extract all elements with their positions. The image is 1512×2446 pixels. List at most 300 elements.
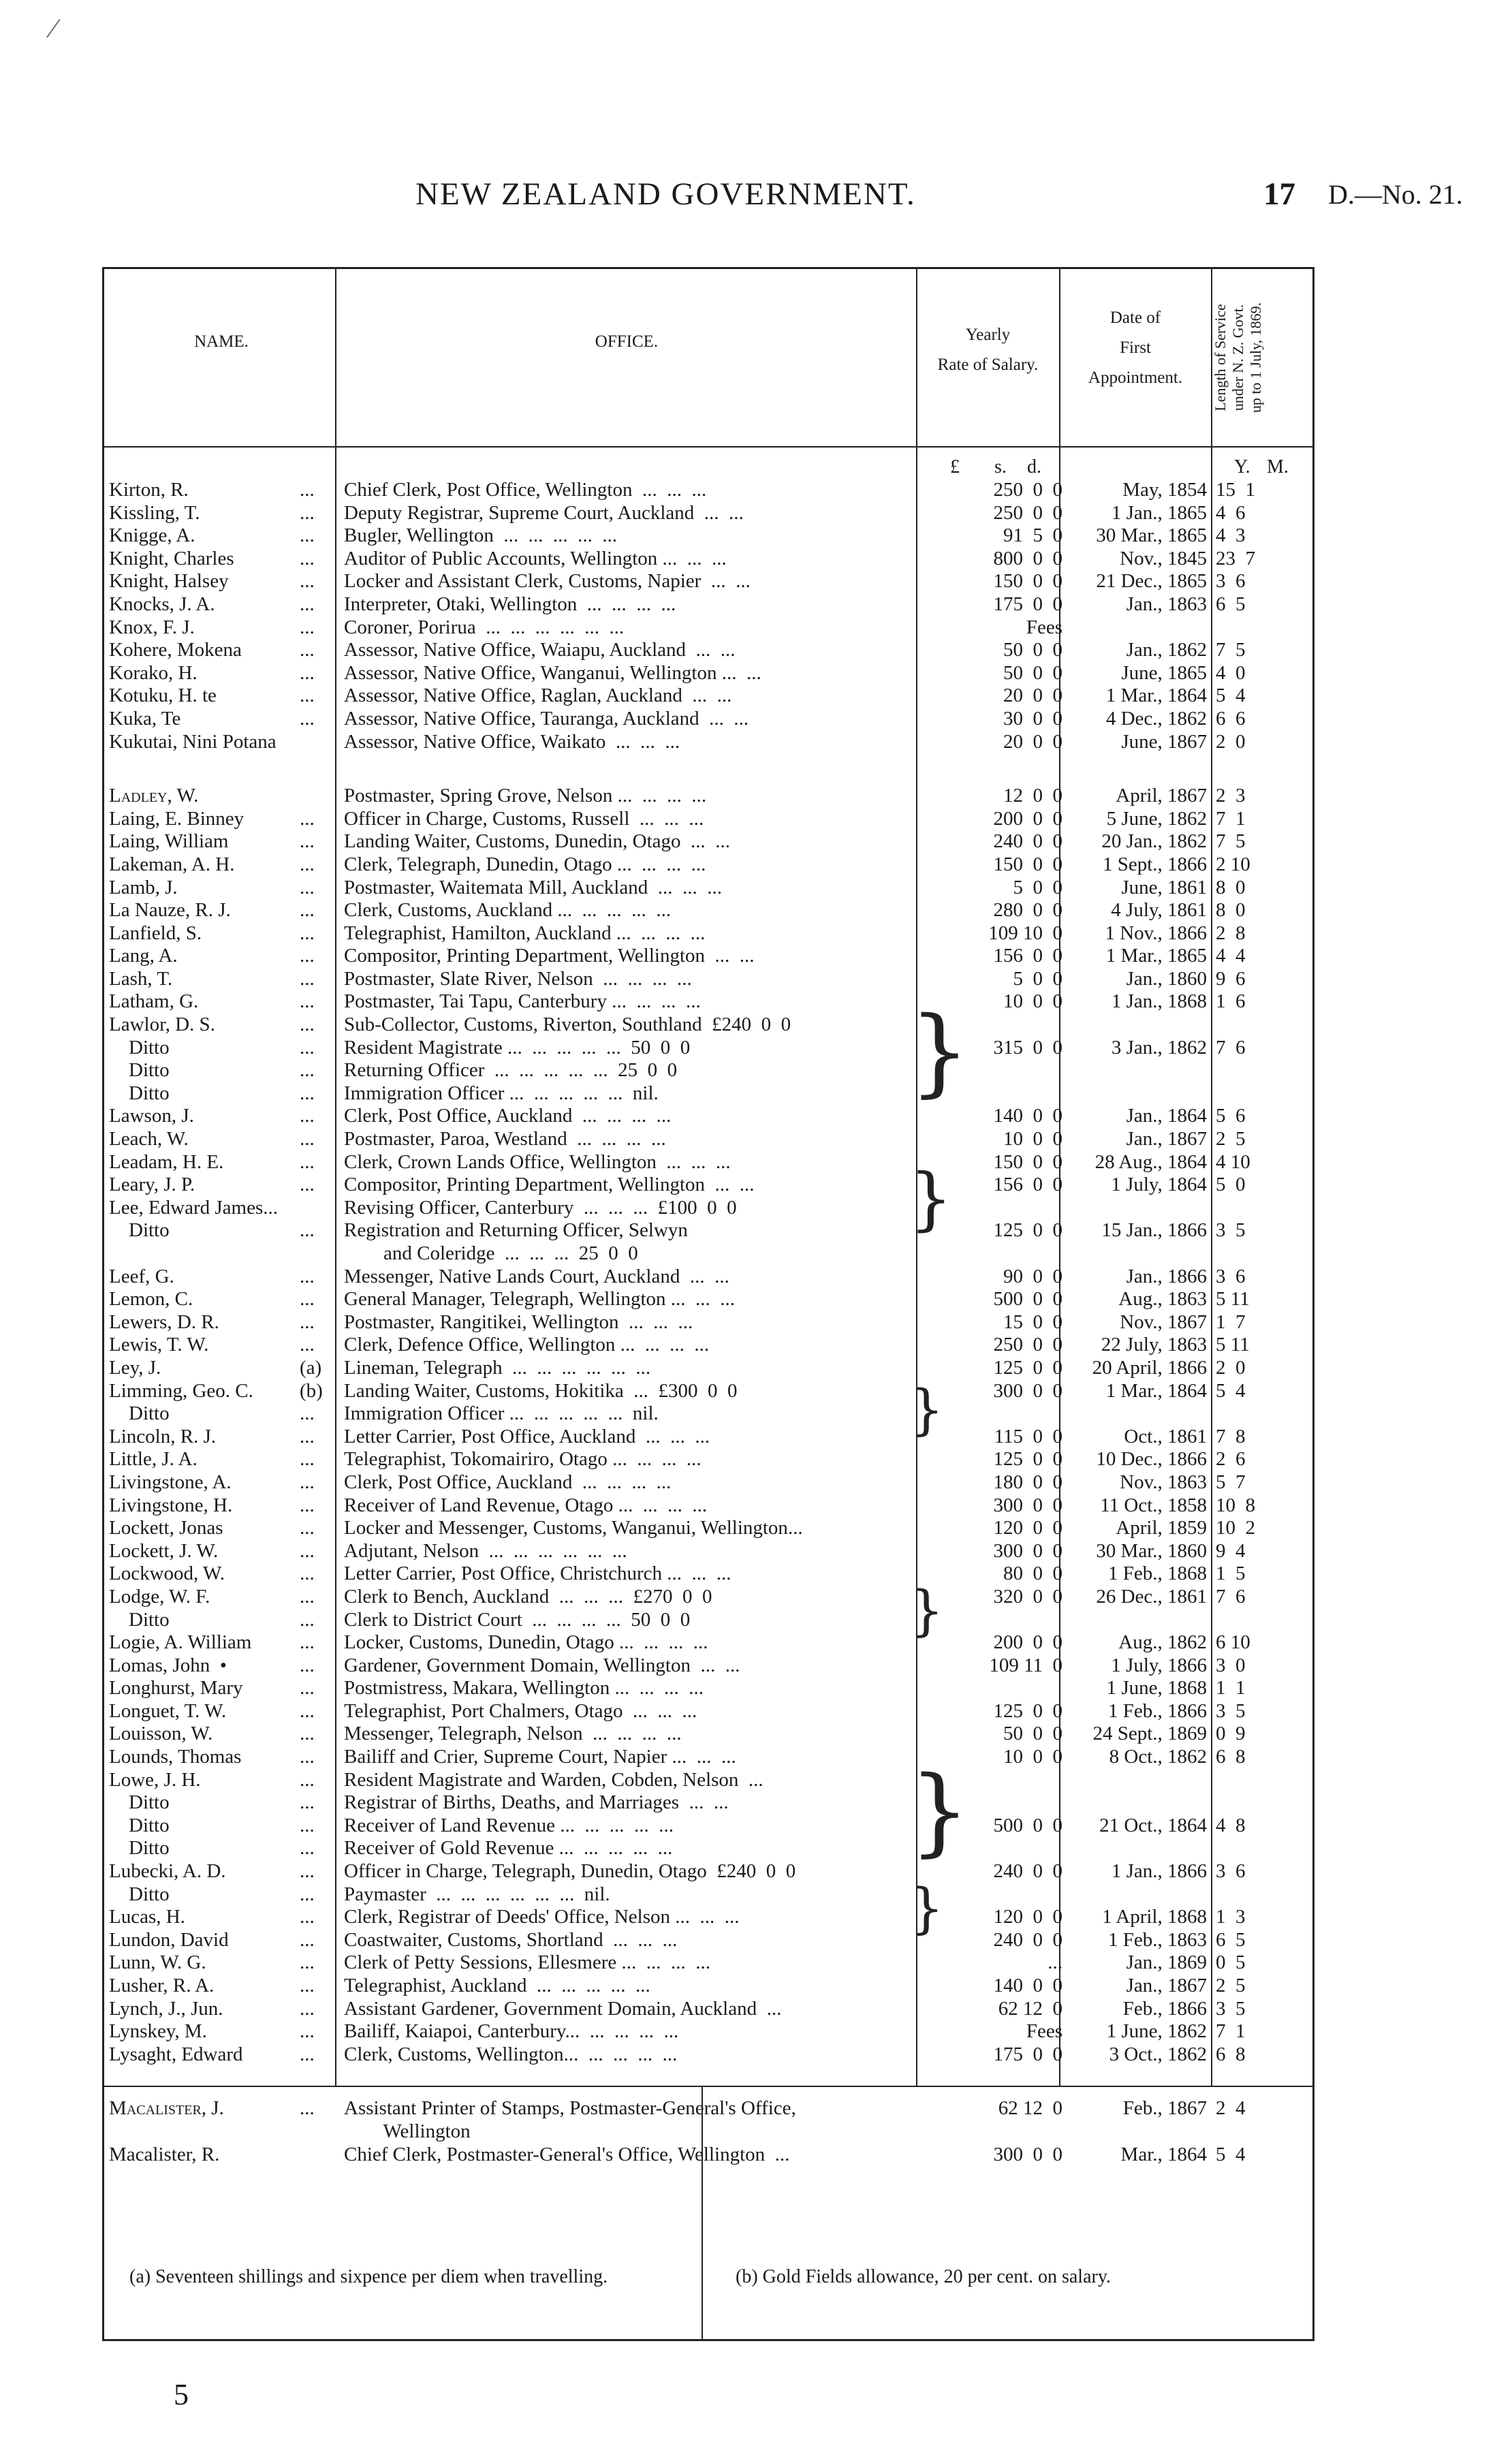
footnote-b: (b) Gold Fields allowance, 20 per cent. on salary. [736, 2266, 1112, 2287]
footnote-a: (a) Seventeen shillings and sixpence per diem when travelling. [129, 2266, 608, 2287]
employee-name: Lundon, David [109, 1928, 229, 1951]
salary-cell: 10 0 0 [1003, 1128, 1062, 1150]
service-length-cell: 5 0 [1216, 1174, 1246, 1196]
service-length-cell: 1 3 [1216, 1906, 1246, 1928]
salary-cell: 150 0 0 [993, 570, 1062, 593]
appointment-date-cell: 20 Jan., 1862 [1101, 830, 1207, 853]
employee-name: Kissling, T. [109, 501, 200, 524]
employee-name: Knox, F. J. [109, 616, 195, 638]
table-row [0, 1242, 1512, 1266]
appointment-date-cell: 4 Dec., 1862 [1105, 707, 1207, 730]
employee-name: Logie, A. William [109, 1631, 252, 1654]
table-row [0, 1288, 1512, 1311]
office-cell: Immigration Officer ... ... ... ... ... nil. [344, 1082, 659, 1104]
office-cell: Messenger, Telegraph, Nelson ... ... ... ... [344, 1723, 682, 1745]
appointment-date-cell: 3 Jan., 1862 [1111, 1036, 1207, 1059]
salary-cell: 125 0 0 [993, 1448, 1062, 1471]
office-cell: Telegraphist, Port Chalmers, Otago ... ... ... [344, 1699, 697, 1722]
table-row [0, 1357, 1512, 1380]
table-row [0, 1197, 1512, 1220]
table-row [0, 808, 1512, 831]
service-length-cell: 1 6 [1216, 990, 1246, 1013]
salary-cell: 320 0 0 [993, 1585, 1062, 1608]
name-leader: ... [300, 1517, 315, 1539]
table-row [0, 1517, 1512, 1540]
employee-name: Longhurst, Mary [109, 1677, 243, 1699]
salary-cell: 120 0 0 [993, 1517, 1062, 1539]
office-cell: Clerk, Post Office, Auckland ... ... ... ... [344, 1471, 672, 1493]
appointment-date-cell: April, 1859 [1116, 1517, 1207, 1539]
office-cell: Postmaster, Spring Grove, Nelson ... ... ... ... [344, 785, 707, 807]
office-cell: Coastwaiter, Customs, Shortland ... ... ... [344, 1928, 678, 1951]
name-leader: ... [300, 570, 315, 593]
employee-name: Lysaght, Edward [109, 2043, 243, 2065]
office-cell: Registrar of Births, Deaths, and Marriages ... ... [344, 1791, 729, 1814]
name-leader: ... [300, 707, 315, 730]
employee-name: Lowe, J. H. [109, 1768, 201, 1791]
name-leader: ... [300, 1791, 315, 1814]
service-length-cell: 6 5 [1216, 1928, 1246, 1951]
row-spacer [0, 753, 1512, 785]
appointment-date-cell: 1 Jan., 1868 [1111, 990, 1207, 1013]
table-row [0, 853, 1512, 877]
name-leader: ... [300, 593, 315, 615]
service-length-cell: 4 10 [1216, 1150, 1250, 1173]
employee-name: Ditto [109, 1791, 170, 1814]
table-row [0, 968, 1512, 991]
appointment-date-cell: Aug., 1863 [1118, 1288, 1207, 1311]
name-leader: ... [300, 922, 315, 944]
service-length-cell: 3 5 [1216, 1997, 1246, 2020]
employee-name: Kirton, R. [109, 479, 189, 501]
service-length-cell: 3 5 [1216, 1699, 1246, 1722]
appointment-date-cell: Feb., 1867 [1122, 2097, 1207, 2120]
office-cell: Locker and Messenger, Customs, Wanganui, Wellington... [344, 1517, 803, 1539]
table-row [0, 1883, 1512, 1907]
column-header-name: NAME. [194, 332, 249, 351]
table-row [0, 1791, 1512, 1815]
employee-name: Kotuku, H. te [109, 685, 217, 707]
name-leader: ... [300, 1975, 315, 1996]
name-leader: ... [300, 1928, 315, 1951]
salary-cell: 125 0 0 [993, 1219, 1062, 1242]
salary-cell: ... [1048, 1951, 1062, 1974]
salary-cell: 91 5 0 [1003, 524, 1062, 547]
salary-cell: 315 0 0 [993, 1036, 1062, 1059]
appointment-date-cell: 28 Aug., 1864 [1094, 1150, 1207, 1173]
employee-name: Kukutai, Nini Potana [109, 730, 277, 753]
employee-name: Lusher, R. A. [109, 1975, 215, 1996]
name-leader: ... [300, 853, 315, 875]
employee-name: Lash, T. [109, 967, 173, 990]
service-length-cell: 5 11 [1216, 1288, 1250, 1311]
salary-cell: 300 0 0 [993, 1494, 1062, 1516]
row-spacer [0, 2066, 1512, 2097]
name-leader: ... [300, 899, 315, 922]
table-row [0, 708, 1512, 731]
table-row [0, 1105, 1512, 1128]
salary-cell: 20 0 0 [1003, 685, 1062, 707]
appointment-date-cell: Nov., 1867 [1120, 1311, 1207, 1333]
table-row [0, 990, 1512, 1014]
appointment-date-cell: 1 Mar., 1864 [1105, 685, 1207, 707]
table-row [0, 662, 1512, 685]
service-length-cell: 1 1 [1216, 1677, 1246, 1699]
office-cell: Compositor, Printing Department, Wellington ... ... [344, 1174, 755, 1196]
table-row [0, 1815, 1512, 1838]
appointment-date-cell: Jan., 1869 [1126, 1951, 1207, 1974]
service-length-cell: 7 5 [1216, 830, 1246, 853]
salary-cell: 250 0 0 [993, 1334, 1062, 1356]
appointment-date-cell: 1 Feb., 1868 [1108, 1563, 1207, 1585]
name-leader: ... [300, 1746, 315, 1768]
employee-name: Louisson, W. [109, 1723, 213, 1745]
table-body [0, 479, 1512, 2166]
office-cell: Bailiff, Kaiapoi, Canterbury... ... ... ... ... [344, 2020, 679, 2043]
table-row [0, 2120, 1512, 2144]
appointment-date-cell: 21 Oct., 1864 [1099, 1814, 1207, 1836]
table-row [0, 1609, 1512, 1632]
office-cell: Lineman, Telegraph ... ... ... ... ... ... [344, 1356, 651, 1379]
salary-cell: 140 0 0 [993, 1105, 1062, 1127]
name-leader: ... [300, 1425, 315, 1447]
appointment-date-cell: 11 Oct., 1858 [1100, 1494, 1207, 1516]
employee-name: Ley, J. [109, 1356, 161, 1379]
employee-name: Ditto [109, 1402, 170, 1425]
name-leader: ... [300, 616, 315, 638]
salary-cell: 125 0 0 [993, 1699, 1062, 1722]
employee-name: Lockwood, W. [109, 1563, 225, 1585]
office-cell: Telegraphist, Hamilton, Auckland ... ... ... ... [344, 922, 706, 944]
name-leader: ... [300, 1105, 315, 1127]
office-cell: Landing Waiter, Customs, Dunedin, Otago ... ... [344, 830, 731, 853]
employee-name: Lockett, Jonas [109, 1517, 223, 1539]
office-cell: Officer in Charge, Telegraph, Dunedin, Otago £240 0 0 [344, 1860, 796, 1883]
salary-cell: 240 0 0 [993, 830, 1062, 853]
employee-name: Lomas, John • [109, 1654, 227, 1676]
salary-cell: 175 0 0 [993, 2043, 1062, 2065]
salary-cell: 140 0 0 [993, 1975, 1062, 1996]
office-cell: Bailiff and Crier, Supreme Court, Napier ... ... ... [344, 1746, 736, 1768]
table-row [0, 479, 1512, 502]
document-reference: D.—No. 21. [1328, 179, 1463, 210]
salary-cell: 156 0 0 [993, 945, 1062, 967]
table-row [0, 502, 1512, 525]
employee-name: Lee, Edward James... [109, 1196, 279, 1219]
employee-name: Knocks, J. A. [109, 593, 215, 615]
office-cell: Resident Magistrate ... ... ... ... ... 50 0 0 [344, 1036, 691, 1059]
service-length-cell: 3 5 [1216, 1219, 1246, 1242]
office-cell: Bugler, Wellington ... ... ... ... ... [344, 524, 618, 547]
appointment-date-cell: 1 April, 1868 [1102, 1906, 1207, 1928]
table-row [0, 1860, 1512, 1883]
name-leader: ... [300, 945, 315, 967]
service-length-cell: 15 1 [1216, 479, 1255, 501]
office-cell: Telegraphist, Auckland ... ... ... ... ... [344, 1975, 650, 1996]
service-length-cell: 5 7 [1216, 1471, 1246, 1493]
salary-cell: 12 0 0 [1003, 785, 1062, 807]
table-row [0, 1402, 1512, 1426]
employee-name: Livingstone, A. [109, 1471, 232, 1493]
office-cell: Clerk to District Court ... ... ... ... 50 0 0 [344, 1608, 691, 1631]
appointment-date-cell: Jan., 1864 [1126, 1105, 1207, 1127]
salary-cell: 175 0 0 [993, 593, 1062, 615]
employee-name: Korako, H. [109, 661, 198, 684]
salary-cell: 240 0 0 [993, 1860, 1062, 1883]
salary-cell: 62 12 0 [998, 1997, 1062, 2020]
name-leader: ... [300, 639, 315, 661]
office-cell: Coroner, Porirua ... ... ... ... ... ... [344, 616, 625, 638]
employee-name: Lang, A. [109, 945, 178, 967]
appointment-date-cell: June, 1867 [1121, 730, 1207, 753]
salary-cell: 50 0 0 [1003, 661, 1062, 684]
brace: } [909, 1579, 944, 1642]
office-cell: and Coleridge ... ... ... 25 0 0 [344, 1242, 638, 1264]
name-leader: ... [300, 807, 315, 830]
office-cell: Messenger, Native Lands Court, Auckland ... ... [344, 1265, 729, 1287]
salary-cell: 80 0 0 [1003, 1563, 1062, 1585]
appointment-date-cell: Jan., 1863 [1126, 593, 1207, 615]
employee-name: Longuet, T. W. [109, 1699, 227, 1722]
name-leader: ... [300, 1448, 315, 1471]
service-length-cell: 6 8 [1216, 2043, 1246, 2065]
office-cell: Telegraphist, Tokomairiro, Otago ... ... ... ... [344, 1448, 702, 1471]
table-row [0, 1174, 1512, 1197]
office-cell: Locker, Customs, Dunedin, Otago ... ... ... ... [344, 1631, 708, 1654]
name-leader: ... [300, 1608, 315, 1631]
page-title: NEW ZEALAND GOVERNMENT. [415, 176, 916, 212]
salary-cell: 500 0 0 [993, 1288, 1062, 1311]
appointment-date-cell: Jan., 1860 [1126, 967, 1207, 990]
table-row [0, 1929, 1512, 1952]
table-row [0, 2020, 1512, 2043]
employee-name: Leach, W. [109, 1128, 189, 1150]
employee-name: Leadam, H. E. [109, 1150, 224, 1173]
appointment-date-cell: Feb., 1866 [1122, 1997, 1207, 2020]
salary-cell: 800 0 0 [993, 547, 1062, 569]
service-length-cell: 7 8 [1216, 1425, 1246, 1447]
employee-name: Leef, G. [109, 1265, 174, 1287]
service-length-cell: 2 5 [1216, 1128, 1246, 1150]
table-row [0, 1151, 1512, 1174]
office-cell: Assessor, Native Office, Wanganui, Wellington ... ... [344, 661, 761, 684]
appointment-date-cell: 22 July, 1863 [1101, 1334, 1207, 1356]
name-leader: ... [300, 1631, 315, 1654]
name-leader: ... [300, 1311, 315, 1333]
salary-cell: 300 0 0 [993, 1539, 1062, 1562]
employee-name: Livingstone, H. [109, 1494, 233, 1516]
office-cell: Clerk, Crown Lands Office, Wellington ... ... ... [344, 1150, 731, 1173]
name-leader: ... [300, 685, 315, 707]
service-length-cell: 3 6 [1216, 1860, 1246, 1883]
name-leader: ... [300, 524, 315, 547]
office-cell: Postmaster, Rangitikei, Wellington ... ... ... [344, 1311, 693, 1333]
column-header-salary: Yearly Rate of Salary. [937, 326, 1039, 374]
name-leader: ... [300, 1768, 315, 1791]
table-row [0, 899, 1512, 922]
office-cell: Receiver of Gold Revenue ... ... ... ... ... [344, 1837, 673, 1860]
salary-cell: 20 0 0 [1003, 730, 1062, 753]
appointment-date-cell: 26 Dec., 1861 [1096, 1585, 1207, 1608]
name-leader: ... [300, 2043, 315, 2065]
employee-name: Knight, Charles [109, 547, 234, 569]
office-cell: Clerk, Registrar of Deeds' Office, Nelson ... ... ... [344, 1906, 740, 1928]
appointment-date-cell: June, 1865 [1121, 661, 1207, 684]
name-leader: (b) [300, 1379, 323, 1402]
employee-name: Ditto [109, 1219, 170, 1242]
appointment-date-cell: Jan., 1866 [1126, 1265, 1207, 1287]
service-length-cell: 3 6 [1216, 570, 1246, 593]
name-leader: ... [300, 1014, 315, 1036]
name-leader: ... [300, 661, 315, 684]
service-length-cell: 6 5 [1216, 593, 1246, 615]
unit-months: M. [1267, 456, 1289, 477]
appointment-date-cell: Aug., 1862 [1118, 1631, 1207, 1654]
table-row [0, 1769, 1512, 1792]
salary-cell: 250 0 0 [993, 501, 1062, 524]
office-cell: Assessor, Native Office, Waikato ... ... ... [344, 730, 680, 753]
employee-name: Kohere, Mokena [109, 639, 242, 661]
service-length-cell: 5 4 [1216, 685, 1246, 707]
salary-cell: 200 0 0 [993, 807, 1062, 830]
office-cell: Auditor of Public Accounts, Wellington ... ... ... [344, 547, 727, 569]
appointment-date-cell: Jan., 1867 [1126, 1975, 1207, 1996]
employee-name: Lockett, J. W. [109, 1539, 219, 1562]
service-length-cell: 4 0 [1216, 661, 1246, 684]
employee-name: Ditto [109, 1837, 170, 1860]
office-cell: Assessor, Native Office, Waiapu, Auckland ... ... [344, 639, 736, 661]
table-row [0, 1380, 1512, 1403]
employee-name: Latham, G. [109, 990, 199, 1013]
table-row [0, 922, 1512, 945]
salary-cell: Fees [1026, 2020, 1062, 2043]
table-row [0, 1586, 1512, 1609]
employee-name: Limming, Geo. C. [109, 1379, 253, 1402]
office-cell: Letter Carrier, Post Office, Christchurch ... ... ... [344, 1563, 731, 1585]
table-row [0, 593, 1512, 616]
employee-name: Little, J. A. [109, 1448, 198, 1471]
employee-name: Lodge, W. F. [109, 1585, 210, 1608]
appointment-date-cell: Jan., 1867 [1126, 1128, 1207, 1150]
service-length-cell: 0 9 [1216, 1723, 1246, 1745]
office-cell: Deputy Registrar, Supreme Court, Auckland ... ... [344, 501, 744, 524]
table-row [0, 1631, 1512, 1655]
table-row [0, 945, 1512, 968]
name-leader: (a) [300, 1356, 322, 1379]
salary-cell: 500 0 0 [993, 1814, 1062, 1836]
appointment-date-cell: 1 Mar., 1865 [1105, 945, 1207, 967]
employee-name: Lunn, W. G. [109, 1951, 206, 1974]
table-row [0, 1655, 1512, 1678]
name-leader: ... [300, 2097, 315, 2120]
salary-cell: 62 12 0 [998, 2097, 1062, 2120]
employee-name: Lawlor, D. S. [109, 1014, 215, 1036]
table-row [0, 1540, 1512, 1563]
salary-cell: 5 0 0 [1013, 876, 1062, 898]
office-cell: Chief Clerk, Postmaster-General's Office, Wellington ... [344, 2143, 790, 2165]
office-cell: Letter Carrier, Post Office, Auckland ... ... ... [344, 1425, 710, 1447]
office-cell: General Manager, Telegraph, Wellington ... ... ... [344, 1288, 736, 1311]
salary-cell: 109 11 0 [989, 1654, 1062, 1676]
salary-cell: 115 0 0 [994, 1425, 1062, 1447]
employee-name: Lucas, H. [109, 1906, 185, 1928]
appointment-date-cell: 1 Mar., 1864 [1105, 1379, 1207, 1402]
employee-name: Lamb, J. [109, 876, 178, 898]
name-leader: ... [300, 1585, 315, 1608]
service-length-cell: 3 0 [1216, 1654, 1246, 1676]
appointment-date-cell: April, 1867 [1116, 785, 1207, 807]
table-row [0, 1219, 1512, 1242]
service-length-cell: 5 11 [1216, 1334, 1250, 1356]
table-row [0, 1494, 1512, 1518]
unit-shillings: s. [994, 456, 1007, 477]
office-cell: Assessor, Native Office, Tauranga, Auckland ... ... [344, 707, 749, 730]
name-leader: ... [300, 1997, 315, 2020]
employee-name: Lewers, D. R. [109, 1311, 219, 1333]
appointment-date-cell: Nov., 1845 [1120, 547, 1207, 569]
appointment-date-cell: 24 Sept., 1869 [1092, 1723, 1207, 1745]
service-length-cell: 4 4 [1216, 945, 1246, 967]
appointment-date-cell: 1 Feb., 1866 [1108, 1699, 1207, 1722]
name-leader: ... [300, 1128, 315, 1150]
employee-name: Laing, E. Binney [109, 807, 245, 830]
office-cell: Clerk, Telegraph, Dunedin, Otago ... ... ... ... [344, 853, 706, 875]
brace: } [909, 1877, 944, 1940]
office-cell: Assessor, Native Office, Raglan, Auckland ... ... [344, 685, 732, 707]
employee-name: Lounds, Thomas [109, 1746, 242, 1768]
name-leader: ... [300, 1036, 315, 1059]
brace: } [909, 1159, 953, 1238]
office-cell: Clerk, Customs, Wellington... ... ... ... ... [344, 2043, 678, 2065]
name-leader: ... [300, 830, 315, 853]
name-leader: ... [300, 1059, 315, 1082]
salary-cell: 120 0 0 [993, 1906, 1062, 1928]
employee-name: Lynch, J., Jun. [109, 1997, 223, 2020]
name-leader: ... [300, 1699, 315, 1722]
service-length-cell: 8 0 [1216, 899, 1246, 922]
signature-number: 5 [174, 2378, 189, 2411]
appointment-date-cell: 1 July, 1864 [1111, 1174, 1207, 1196]
table-row [0, 1700, 1512, 1723]
salary-cell: 15 0 0 [1003, 1311, 1062, 1333]
office-cell: Officer in Charge, Customs, Russell ... ... ... [344, 807, 704, 830]
service-length-cell: 9 6 [1216, 967, 1246, 990]
employee-name: Macalister, R. [109, 2143, 220, 2165]
table-row [0, 731, 1512, 754]
appointment-date-cell: 1 Sept., 1866 [1102, 853, 1207, 875]
name-leader: ... [300, 1951, 315, 1974]
office-cell: Returning Officer ... ... ... ... ... 25 0 0 [344, 1059, 678, 1082]
service-length-cell: 0 5 [1216, 1951, 1246, 1974]
name-leader: ... [300, 1563, 315, 1585]
service-length-cell: 7 1 [1216, 807, 1246, 830]
service-length-cell: 2 0 [1216, 1356, 1246, 1379]
name-leader: ... [300, 1265, 315, 1287]
office-cell: Clerk of Petty Sessions, Ellesmere ... ... ... ... [344, 1951, 711, 1974]
appointment-date-cell: 20 April, 1866 [1092, 1356, 1207, 1379]
name-leader: ... [300, 1471, 315, 1493]
appointment-date-cell: May, 1854 [1122, 479, 1207, 501]
salary-cell: 156 0 0 [993, 1174, 1062, 1196]
table-row [0, 877, 1512, 900]
salary-cell: 150 0 0 [993, 853, 1062, 875]
appointment-date-cell: Nov., 1863 [1120, 1471, 1207, 1493]
service-length-cell: 1 7 [1216, 1311, 1246, 1333]
column-header-date: Date of First Appointment. [1088, 309, 1183, 387]
appointment-date-cell: 1 July, 1866 [1111, 1654, 1207, 1676]
service-length-cell: 9 4 [1216, 1539, 1246, 1562]
employee-name: Ditto [109, 1883, 170, 1905]
